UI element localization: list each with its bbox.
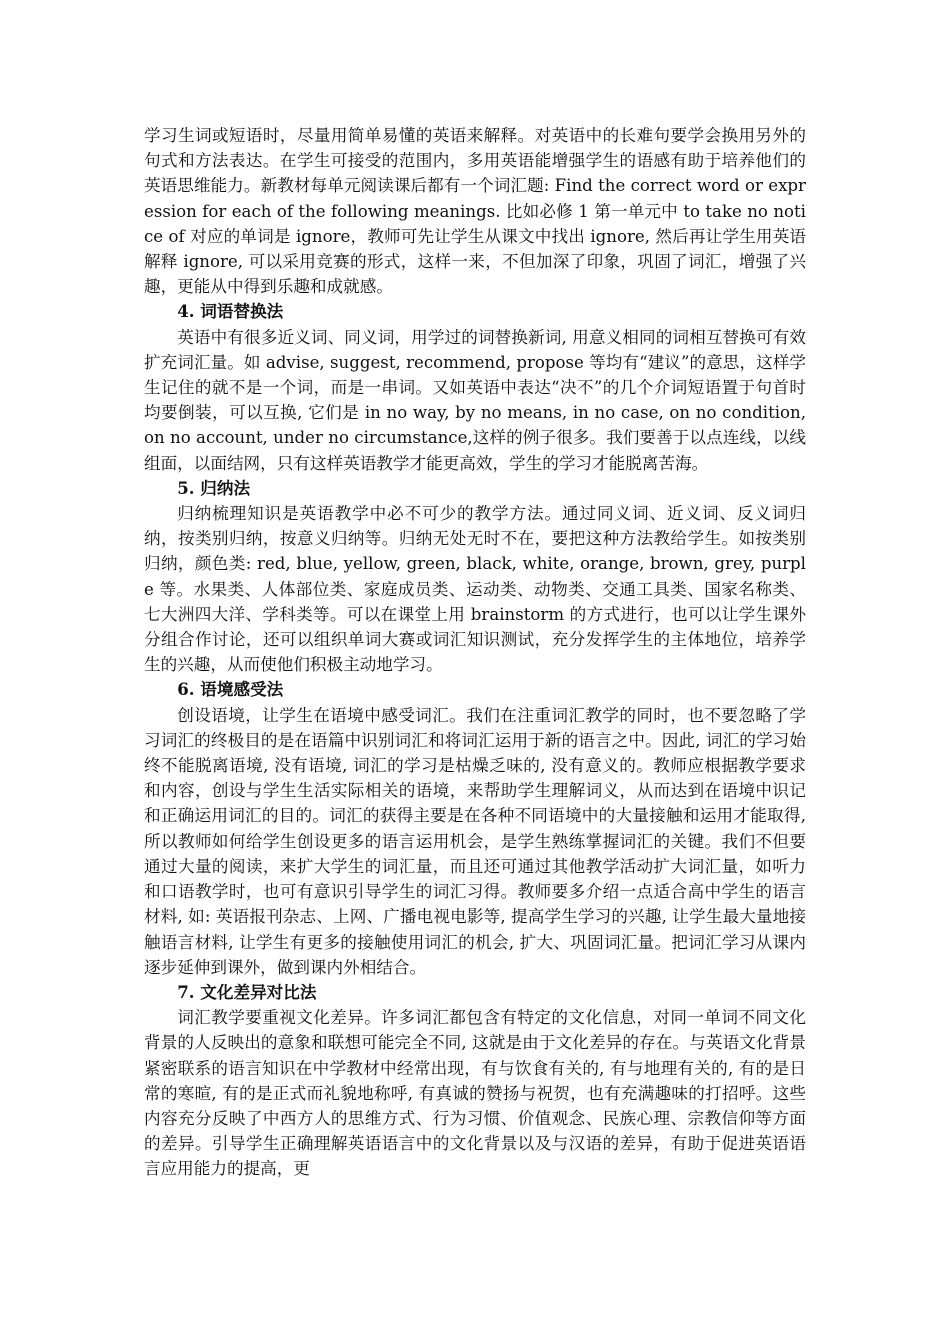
paragraph-induction: 归纳梳理知识是英语教学中必不可少的教学方法。通过同义词、近义词、反义词归纳，按类别归纳，按意义归纳等。归纳无处无时不在，要把这种方法教给学生。如按类别归纳，颜色类: red, blue, yellow, green, black, white, orange, brown, grey, purple 等。水果类、人体部位类、家庭成员类、运动类、动物类、交通工具类、国家名称类、七大洲四大洋、学科类等。可以在课堂上用 brainstorm 的方式进行，也可以让学生课外分组合作讨论，还可以组织单词大赛或词汇知识测试，充分发挥学生的主体地位，培养学生的兴趣，从而使他们积极主动地学习。 — [144, 504, 806, 675]
paragraph-vocabulary-explanation: 学习生词或短语时，尽量用简单易懂的英语来解释。对英语中的长难句要学会换用另外的句式和方法表达。在学生可接受的范围内，多用英语能增强学生的语感有助于培养他们的英语思维能力。新教材每单元阅读课后都有一个词汇题: Find the correct word or expression for each of the following meanings. 比如必修 1 第一单元中 to take no notice of 对应的单词是 ignore，教师可先让学生从课文中找出 ignore, 然后再让学生用英语解释 ignore, 可以采用竞赛的形式，这样一来，不但加深了印象，巩固了词汇，增强了兴趣，更能从中得到乐趣和成就感。 — [144, 126, 806, 297]
heading-word-substitution: 4. 词语替换法 — [177, 301, 284, 322]
heading-context-feeling: 6. 语境感受法 — [177, 679, 284, 700]
document-body — [144, 123, 806, 1182]
paragraph-word-substitution: 英语中有很多近义词、同义词，用学过的词替换新词, 用意义相同的词相互替换可有效扩充词汇量。如 advise, suggest, recommend, propose 等均有“建议”的意思，这样学生记住的就不是一个词，而是一串词。又如英语中表达“决不”的几个介词短语置于句首时均要倒装，可以互换, 它们是 in no way, by no means, in no case, on no condition, on no account, under no circumstance,这样的例子很多。我们要善于以点连线，以线组面，以面结网，只有这样英语教学才能更高效，学生的学习才能脱离苦海。 — [144, 327, 806, 473]
heading-cultural-contrast: 7. 文化差异对比法 — [177, 981, 317, 1002]
paragraph-context-feeling: 创设语境，让学生在语境中感受词汇。我们在注重词汇教学的同时，也不要忽略了学习词汇的终极目的是在语篇中识别词汇和将词汇运用于新的语言之中。因此, 词汇的学习始终不能脱离语境, 没有语境, 词汇的学习是枯燥乏味的, 没有意义的。教师应根据教学要求和内容，创设与学生生活实际相关的语境，来帮助学生理解词义，从而达到在语境中识记和正确运用词汇的目的。词汇的获得主要是在各种不同语境中的大量接触和运用才能取得, 所以教师如何给学生创设更多的语言运用机会，是学生熟练掌握词汇的关键。我们不但要通过大量的阅读，来扩大学生的词汇量，而且还可通过其他教学活动扩大词汇量，如听力和口语教学时，也可有意识引导学生的词汇习得。教师要多介绍一点适合高中学生的语言材料, 如: 英语报刊杂志、上网、广播电视电影等, 提高学生学习的兴趣, 让学生最大量地接触语言材料, 让学生有更多的接触使用词汇的机会, 扩大、巩固词汇量。把词汇学习从课内逐步延伸到课外，做到课内外相结合。 — [144, 705, 806, 977]
paragraph-cultural-contrast: 词汇教学要重视文化差异。许多词汇都包含有特定的文化信息，对同一单词不同文化背景的人反映出的意象和联想可能完全不同, 这就是由于文化差异的存在。与英语文化背景紧密联系的语言知识在中学教材中经常出现，有与饮食有关的, 有与地理有关的, 有的是日常的寒暄, 有的是正式而礼貌地称呼, 有真诚的赞扬与祝贺，也有充满趣味的打招呼。这些内容充分反映了中西方人的思维方式、行为习惯、价值观念、民族心理、宗教信仰等方面的差异。引导学生正确理解英语语言中的文化背景以及与汉语的差异，有助于促进英语语言应用能力的提高，更 — [144, 1008, 806, 1179]
heading-induction: 5. 归纳法 — [177, 477, 251, 498]
